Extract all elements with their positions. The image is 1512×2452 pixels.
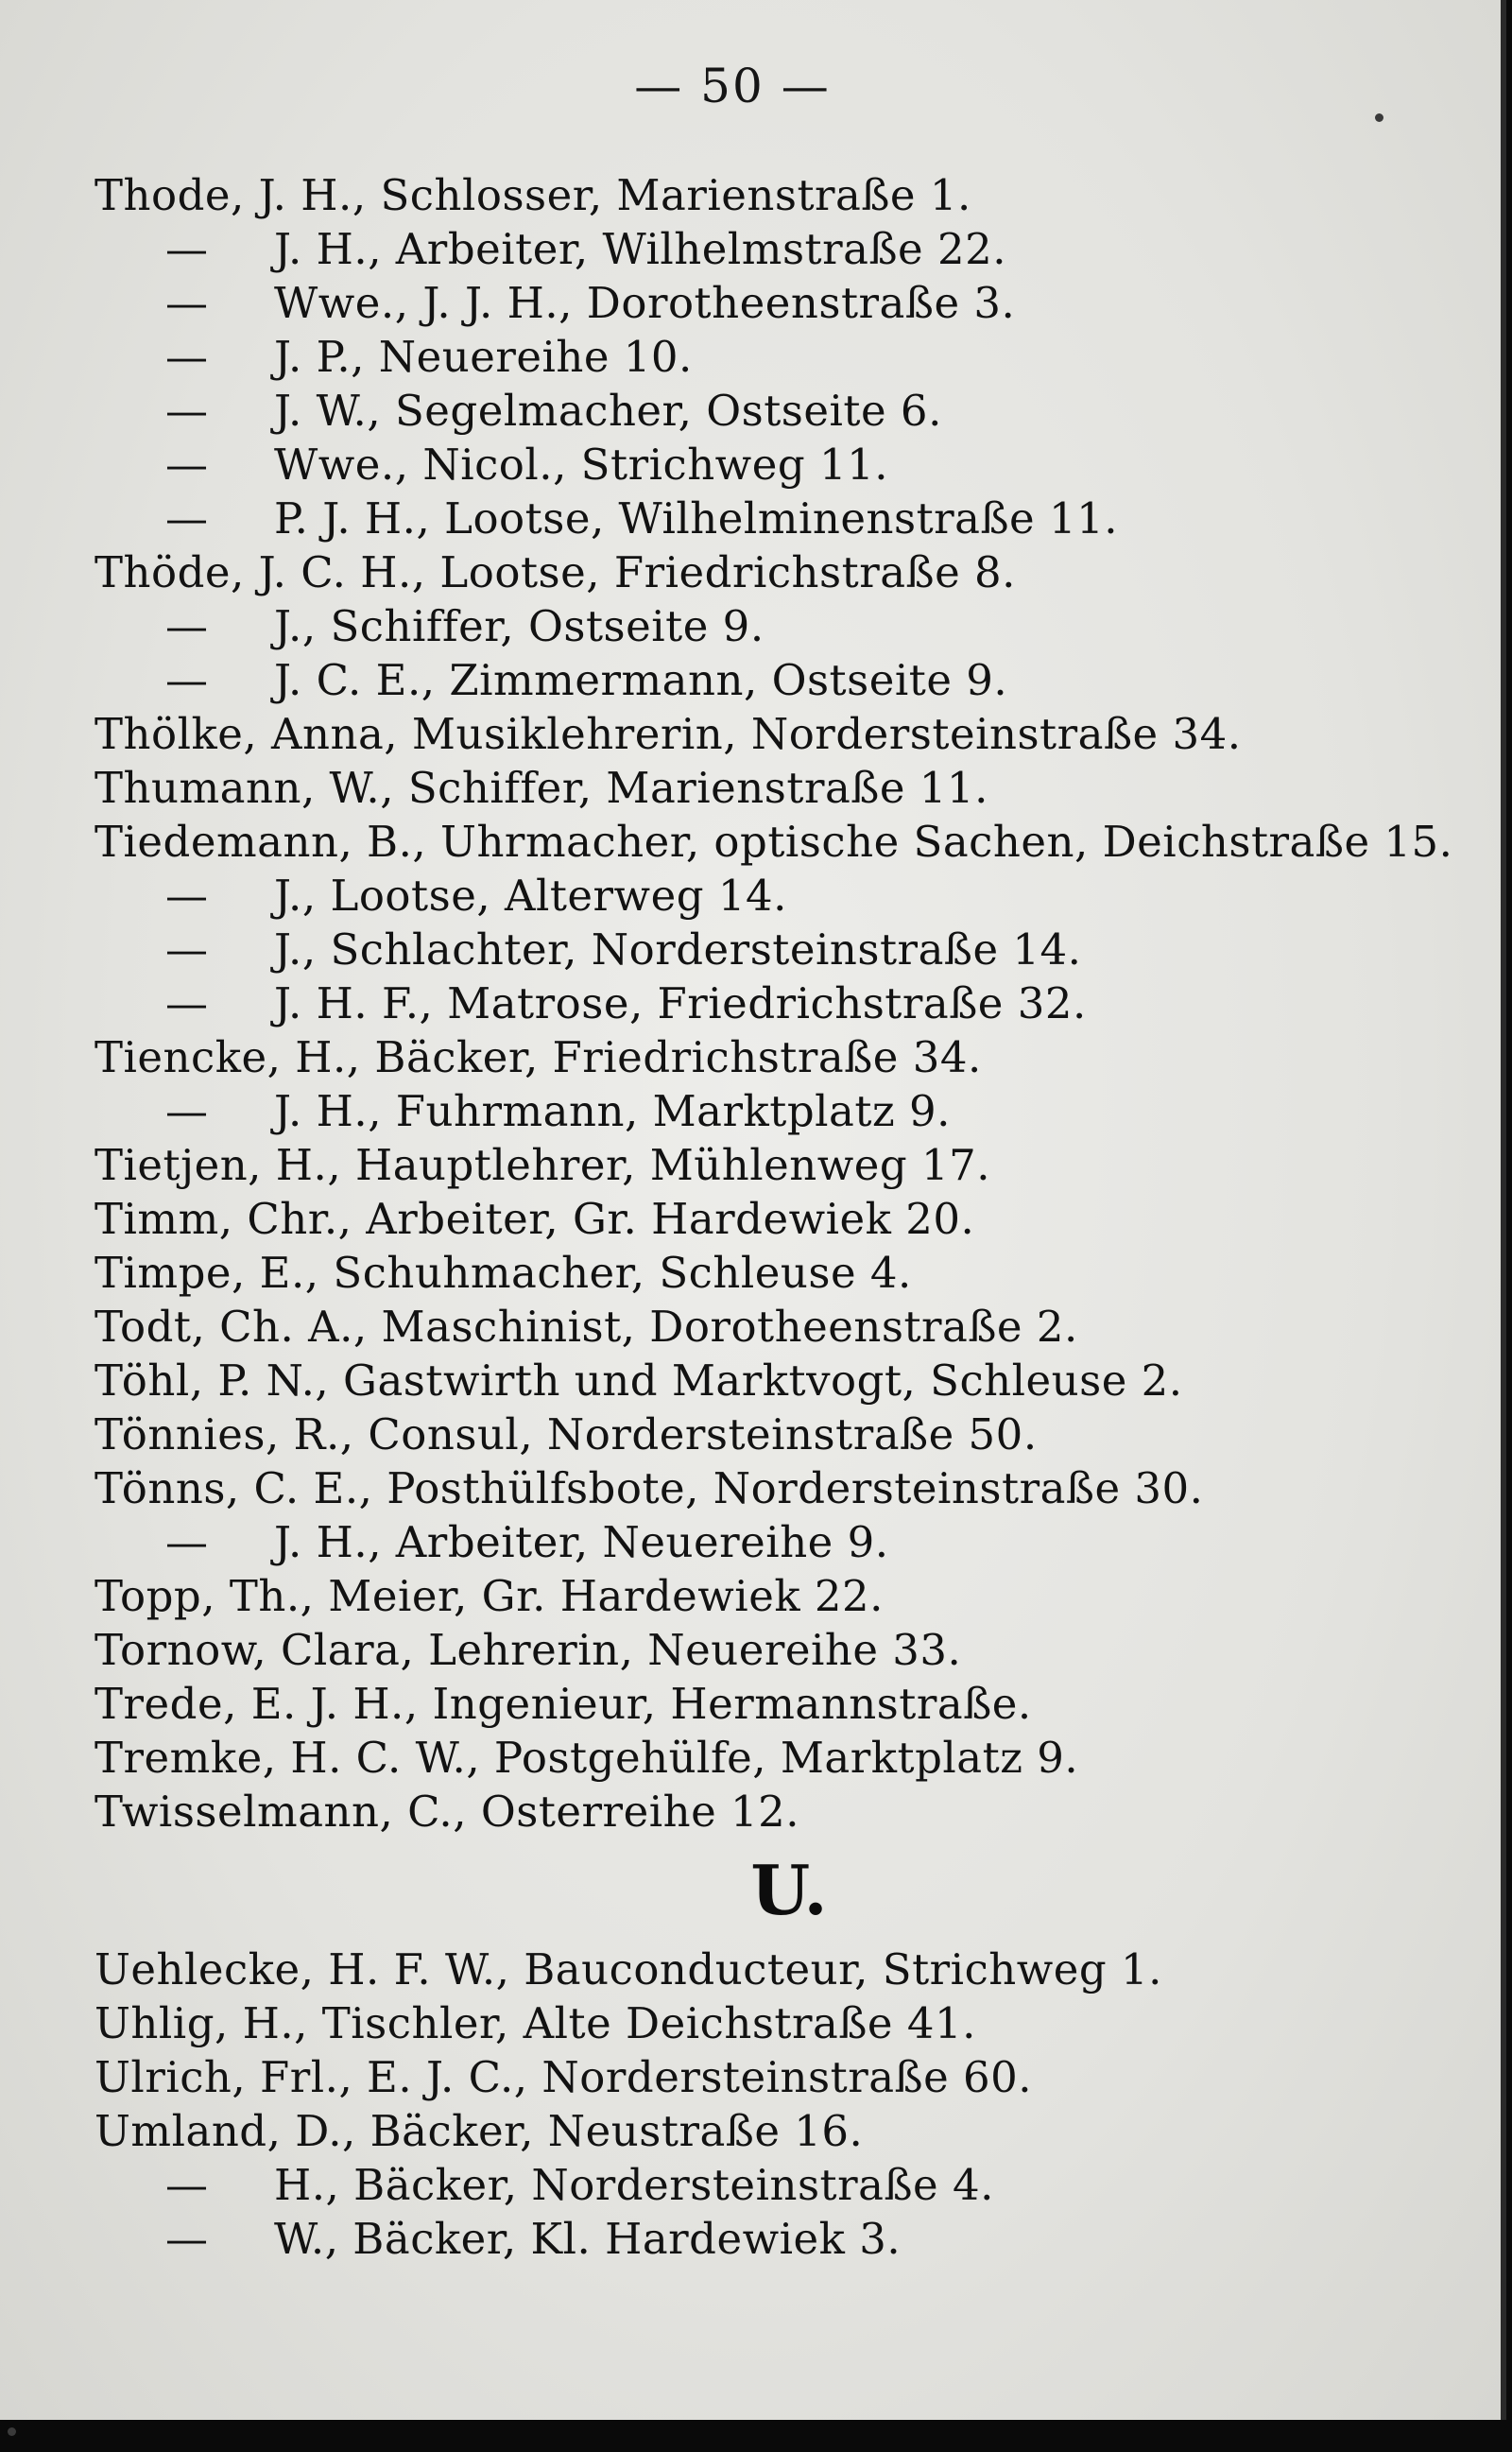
repeat-dash: — [165,601,209,651]
directory-entry-continuation [94,384,1455,438]
directory-entry-continuation [94,923,1455,976]
directory-entry [94,1300,1455,1354]
directory-entry [94,1623,1455,1677]
entry-text: J. P., Neuereihe 10. [274,332,693,382]
directory-entry [94,2104,1455,2158]
repeat-dash: — [165,440,209,490]
entry-text: H., Bäcker, Nordersteinstraße 4. [274,2160,994,2210]
directory-entry-continuation [94,869,1455,923]
entry-text: Tönnies, R., Consul, Nordersteinstraße 50. [94,1409,1038,1459]
directory-entry-continuation [94,492,1455,545]
repeat-dash: — [165,655,209,705]
entry-text: Tiedemann, B., Uhrmacher, optische Sachen, Deichstraße 15. [94,817,1453,867]
directory-entry [94,1785,1455,1839]
directory-entry-continuation [94,976,1455,1030]
entry-text: J. H. F., Matrose, Friedrichstraße 32. [274,978,1087,1028]
page-number: — 50 — [634,59,831,113]
paper-speck [8,2427,16,2436]
entry-text: Thumann, W., Schiffer, Marienstraße 11. [94,763,988,813]
repeat-dash: — [165,1517,209,1567]
repeat-dash: — [165,978,209,1028]
entries-u-section [94,1943,1455,2266]
entry-text: Timpe, E., Schuhmacher, Schleuse 4. [94,1248,912,1298]
directory-entry [94,1192,1455,1246]
entry-text: J. C. E., Zimmermann, Ostseite 9. [274,655,1008,705]
directory-entry-continuation [94,599,1455,653]
entries-t-section [94,168,1455,1839]
entry-text: J. H., Arbeiter, Wilhelmstraße 22. [274,224,1007,274]
directory-entry [94,1407,1455,1461]
entry-text: Uehlecke, H. F. W., Bauconducteur, Strichweg 1. [94,1944,1162,1994]
entry-text: W., Bäcker, Kl. Hardewiek 3. [274,2214,902,2264]
directory-entry [94,707,1455,761]
repeat-dash: — [165,871,209,921]
entry-text: Uhlig, H., Tischler, Alte Deichstraße 41. [94,1998,976,2048]
directory-entry [94,815,1455,869]
entry-text: J., Schlachter, Nordersteinstraße 14. [274,924,1082,975]
directory-entry-continuation [94,2212,1455,2266]
directory-entry-continuation [94,653,1455,707]
entry-text: Wwe., J. J. H., Dorotheenstraße 3. [274,278,1016,328]
entry-text: Tremke, H. C. W., Postgehülfe, Marktplatz 9. [94,1733,1079,1783]
entry-list [94,168,1455,2266]
entry-text: J. H., Arbeiter, Neuereihe 9. [274,1517,889,1567]
directory-entry [94,1943,1455,1996]
repeat-dash: — [165,224,209,274]
entry-text: J. H., Fuhrmann, Marktplatz 9. [274,1086,951,1136]
directory-entry [94,1731,1455,1785]
entry-text: Topp, Th., Meier, Gr. Hardewiek 22. [94,1571,884,1621]
entry-text: Timm, Chr., Arbeiter, Gr. Hardewiek 20. [94,1194,975,1244]
directory-entry [94,168,1455,222]
section-letter: U. [750,1850,828,1930]
entry-text: Thode, J. H., Schlosser, Marienstraße 1. [94,170,971,220]
repeat-dash: — [165,386,209,436]
repeat-dash: — [165,2214,209,2264]
entry-text: P. J. H., Lootse, Wilhelminenstraße 11. [274,493,1119,544]
entry-text: J., Lootse, Alterweg 14. [274,871,787,921]
repeat-dash: — [165,493,209,544]
entry-text: Ulrich, Frl., E. J. C., Nordersteinstraße 60. [94,2052,1033,2102]
directory-entry [94,545,1455,599]
directory-entry-continuation [94,222,1455,276]
directory-entry [94,1138,1455,1192]
directory-entry [94,1569,1455,1623]
directory-entry-continuation [94,330,1455,384]
directory-entry [94,1030,1455,1084]
repeat-dash: — [165,1086,209,1136]
directory-entry-continuation [94,2158,1455,2212]
directory-entry [94,761,1455,815]
repeat-dash: — [165,924,209,975]
paper-speck [1375,113,1383,122]
entry-text: Tönns, C. E., Posthülfsbote, Nordersteinstraße 30. [94,1463,1204,1513]
entry-text: Trede, E. J. H., Ingenieur, Hermannstraße. [94,1679,1032,1729]
entry-text: Tietjen, H., Hauptlehrer, Mühlenweg 17. [94,1140,991,1190]
entry-text: Thöde, J. C. H., Lootse, Friedrichstraße 8. [94,547,1016,597]
repeat-dash: — [165,278,209,328]
entry-text: Wwe., Nicol., Strichweg 11. [274,440,889,490]
entry-text: Umland, D., Bäcker, Neustraße 16. [94,2106,864,2156]
entry-text: J., Schiffer, Ostseite 9. [274,601,765,651]
directory-entry-continuation [94,1515,1455,1569]
entry-text: Tornow, Clara, Lehrerin, Neuereihe 33. [94,1625,962,1675]
directory-entry-continuation [94,276,1455,330]
directory-entry-continuation [94,1084,1455,1138]
directory-entry [94,1461,1455,1515]
repeat-dash: — [165,332,209,382]
directory-entry [94,2050,1455,2104]
repeat-dash: — [165,2160,209,2210]
entry-text: Tiencke, H., Bäcker, Friedrichstraße 34. [94,1032,982,1082]
entry-text: Thölke, Anna, Musiklehrerin, Nordersteinstraße 34. [94,709,1242,759]
entry-text: Twisselmann, C., Osterreihe 12. [94,1787,800,1837]
directory-entry [94,1996,1455,2050]
directory-entry [94,1246,1455,1300]
entry-text: Töhl, P. N., Gastwirth und Marktvogt, Schleuse 2. [94,1356,1183,1406]
entry-text: J. W., Segelmacher, Ostseite 6. [274,386,942,436]
entry-text: Todt, Ch. A., Maschinist, Dorotheenstraße 2. [94,1302,1078,1352]
directory-entry [94,1677,1455,1731]
directory-entry-continuation [94,438,1455,492]
directory-entry [94,1354,1455,1407]
